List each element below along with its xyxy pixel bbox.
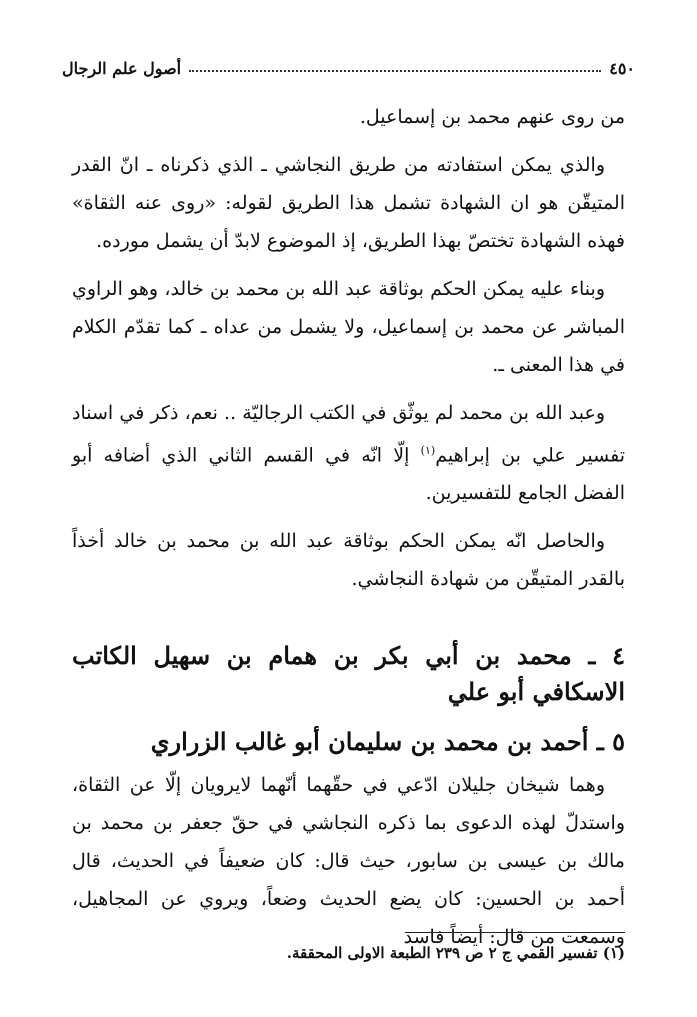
paragraph-4-text-a: وعبد الله بن محمد لم يوثّق في الكتب الرجاليّة .. نعم، ذكر في اسناد تفسير علي بن إبراهيم (72, 402, 625, 467)
paragraph-1: من روى عنهم محمد بن إسماعيل. (359, 106, 625, 128)
page-header (62, 50, 635, 78)
footnote-marker: (١) (420, 444, 436, 457)
paragraph-2: والذي يمكن استفادته من طريق النجاشي ـ الذي ذكرناه ـ انّ القدر المتيقّن هو ان الشهادة تشمل هذا الطريق لقوله: «روى عنه الثقاة» فهذه الشهادة تختصّ بهذا الطريق، إذ الموضوع لابدّ أن يشمل مورده. (72, 154, 625, 252)
paragraph-5: والحاصل انّه يمكن الحكم بوثاقة عبد الله بن محمد بن خالد أخذاً بالقدر المتيقّن من شهادة النجاشي. (72, 530, 625, 591)
running-title: أصول علم الرجال (62, 59, 182, 78)
footnote: (١) تفسير القمي ج ٢ ص ٢٣٩ الطبعة الاولى المحققة. (286, 944, 625, 962)
paragraph-4 (72, 394, 625, 512)
paragraph-6: وهما شيخان جليلان ادّعي في حقّهما أنّهما لايرويان إلّا عن الثقاة، واستدلّ لهذه الدعوى بما ذكره النجاشي في حقّ جعفر بن محمد بن مالك بن عيسى بن سابور، حيث قال: كان ضعيفاً في الحديث، قال أحمد بن الحسين: كان يضع الحديث وضعاً، ويروي عن المجاهيل، وسمعت من قال: أيضاً فاسد (72, 774, 625, 949)
paragraph-3: وبناء عليه يمكن الحكم بوثاقة عبد الله بن محمد بن خالد، وهو الراوي المباشر عن محمد بن إسماعيل، ولا يشمل من عداه ـ كما تقدّم الكلام في هذا المعنى ـ. (72, 278, 625, 376)
section-heading-5: ٥ ـ أحمد بن محمد بن سليمان أبو غالب الزراري (150, 727, 625, 757)
section-heading-4: ٤ ـ محمد بن أبي بكر بن همام بن سهيل الكاتب الاسكافي أبو علي (72, 641, 625, 707)
header-dotted-leader (189, 70, 601, 72)
paragraph-4-text-b: إلّا انّه في القسم الثاني الذي أضافه أبو الفضل الجامع للتفسيرين. (72, 444, 625, 505)
page-number: ٤٥٠ (609, 59, 635, 78)
footnote-separator (405, 932, 625, 933)
main-text (72, 98, 625, 966)
